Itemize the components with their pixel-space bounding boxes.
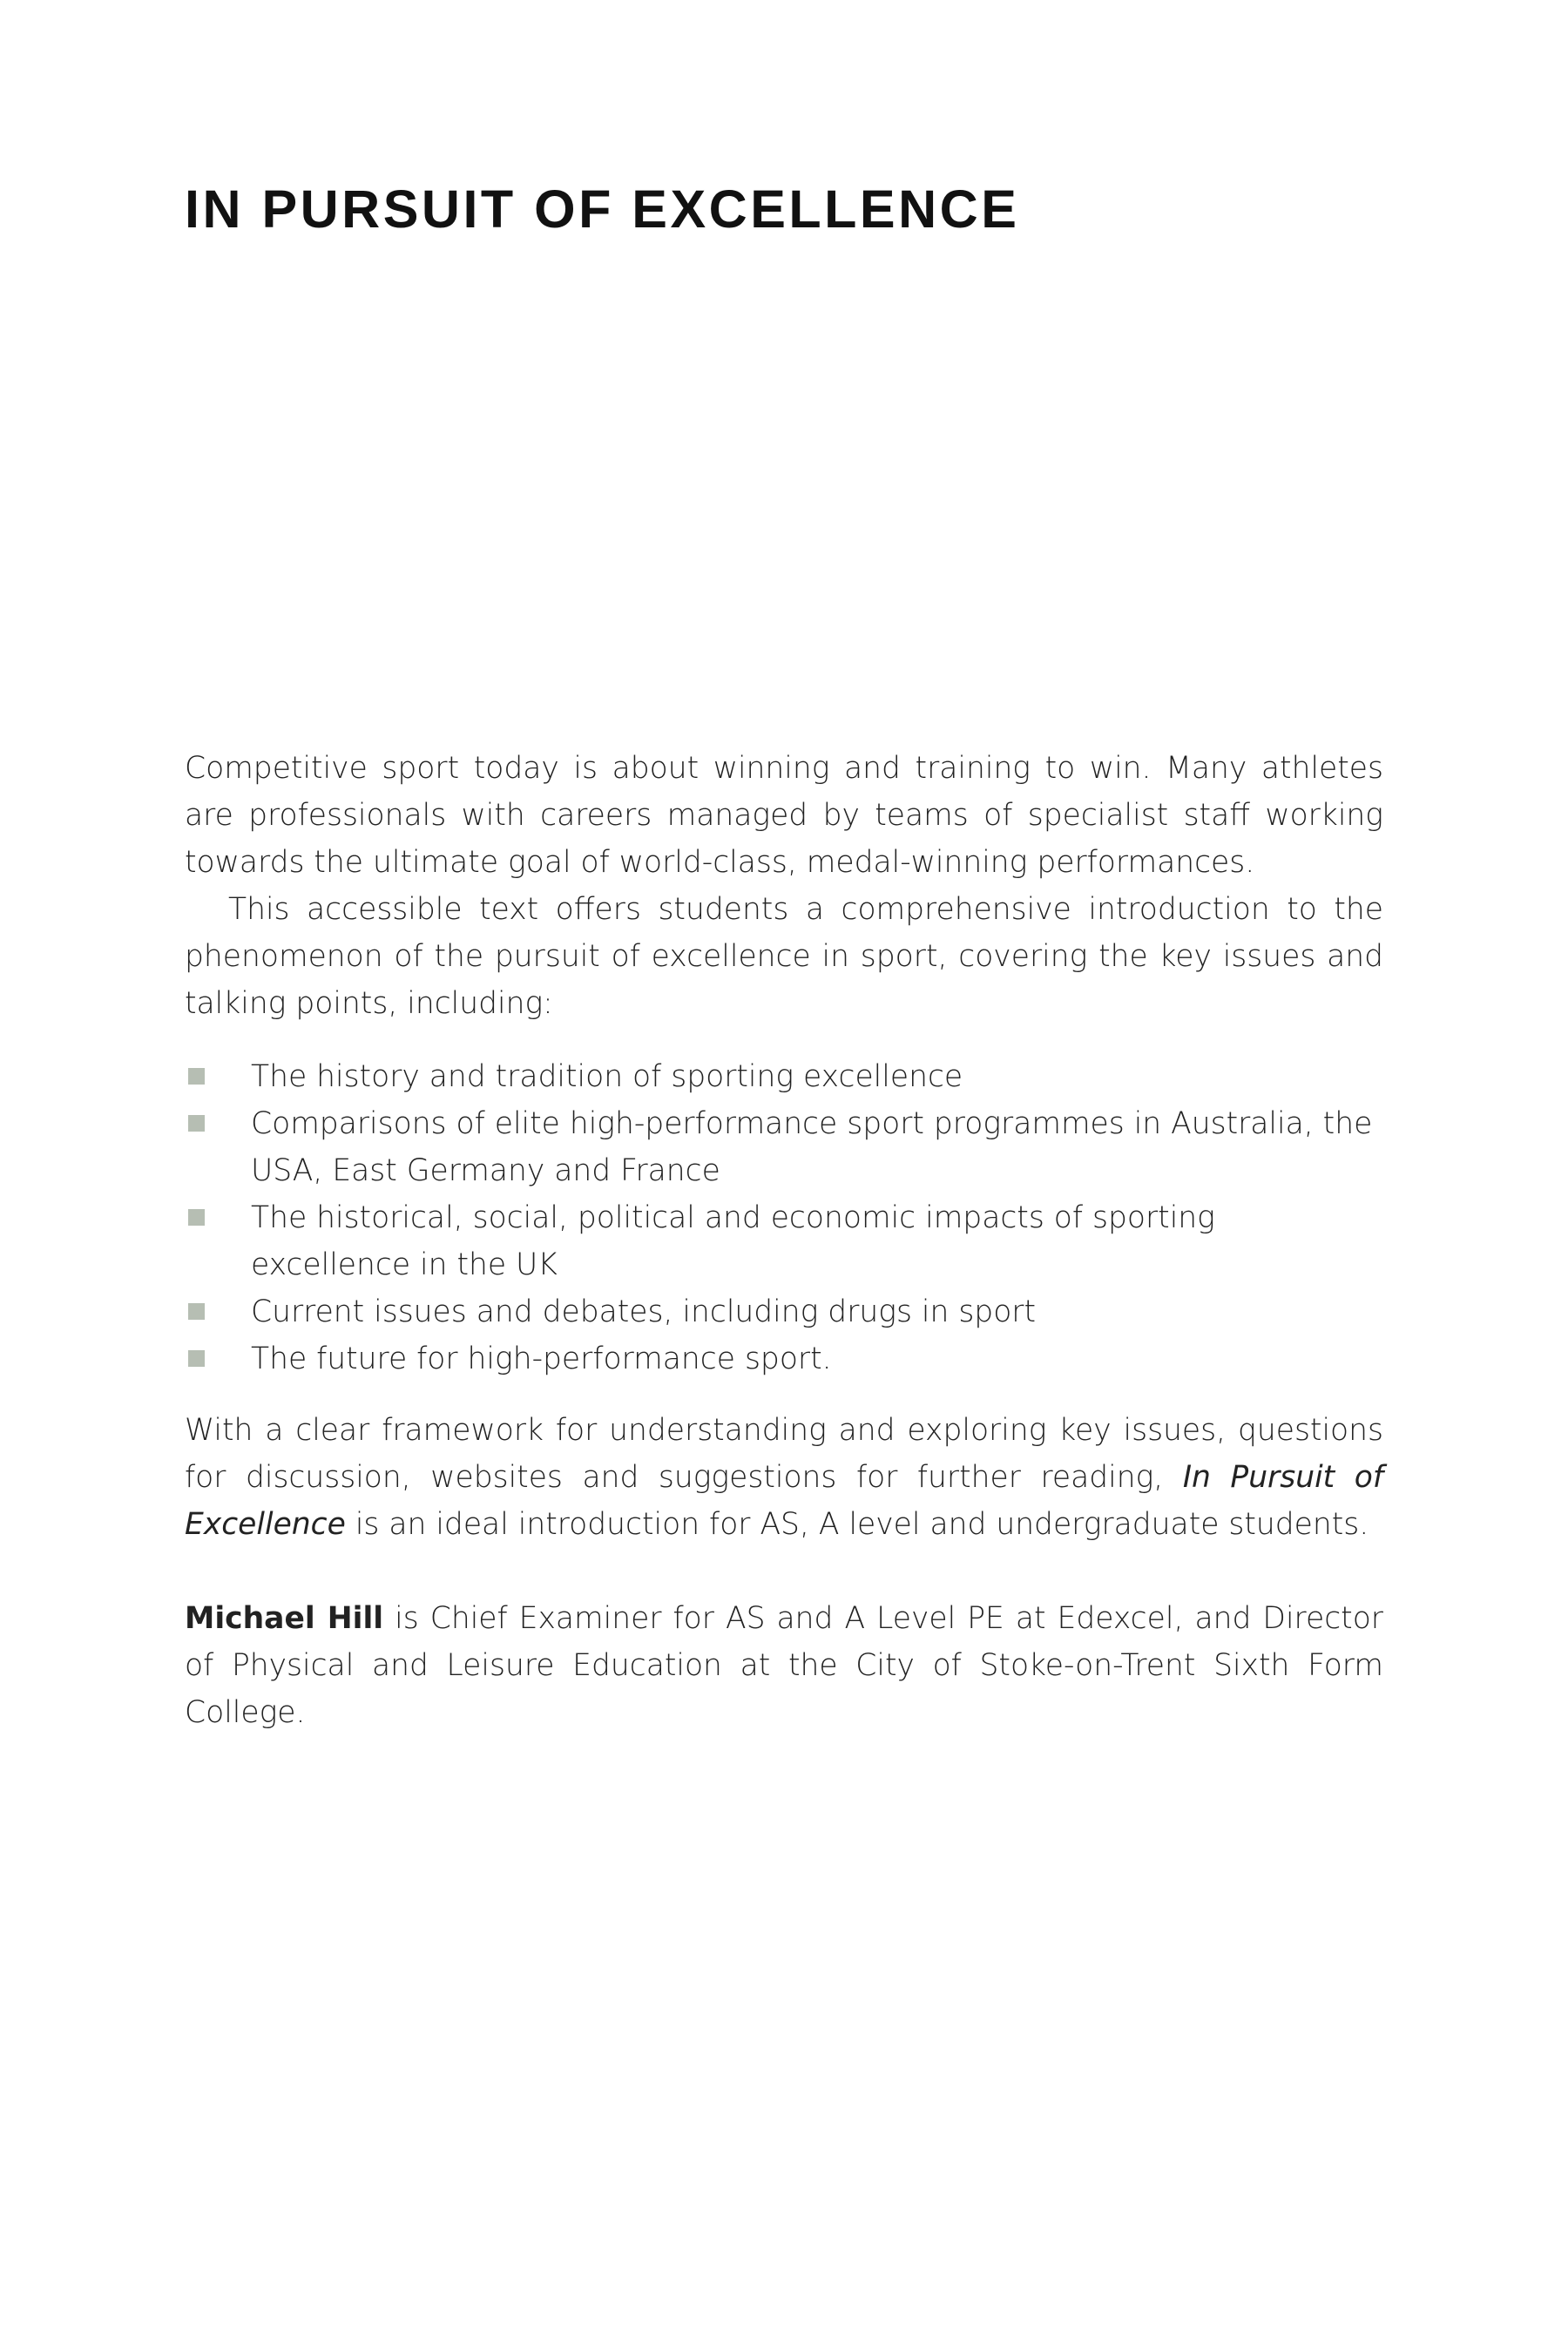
author-bio: [185, 1595, 1383, 1736]
square-bullet-icon: [188, 1350, 205, 1367]
blurb-text: [185, 745, 1383, 1736]
list-item-text: The history and tradition of sporting excellence: [251, 1059, 963, 1094]
intro-paragraph-2: This accessible text offers students a comprehensive introduction to the phenomenon of the pursuit of excellence in sport, covering the key issues and talking points, including:: [185, 892, 1383, 1021]
list-item-text: Comparisons of elite high-performance sport programmes in Australia, the USA, East Germany and France: [251, 1106, 1373, 1188]
square-bullet-icon: [188, 1115, 205, 1132]
author-name: Michael Hill: [185, 1601, 384, 1636]
closing-text-end: is an ideal introduction for AS, A level and undergraduate students.: [345, 1507, 1369, 1542]
list-item: [185, 1288, 1383, 1335]
intro-paragraph-1: Competitive sport today is about winning and training to win. Many athletes are professionals with careers managed by teams of specialist staff working towards the ultimate goal of world-class, medal-winning performances.: [185, 751, 1383, 880]
list-item: [185, 1053, 1383, 1100]
list-item-text: The historical, social, political and economic impacts of sporting excellence in the UK: [251, 1200, 1215, 1282]
closing-text-start: With a clear framework for understanding and exploring key issues, questions for discussion, websites and suggestions for further reading,: [185, 1413, 1383, 1495]
square-bullet-icon: [188, 1068, 205, 1085]
author-bio-text: is Chief Examiner for AS and A Level PE at Edexcel, and Director of Physical and Leisure Education at the City of Stoke-on-Trent Sixth Form College.: [185, 1601, 1383, 1730]
list-item: [185, 1100, 1383, 1194]
book-title-heading: IN PURSUIT OF EXCELLENCE: [185, 179, 1020, 239]
topics-list: [185, 1053, 1383, 1382]
square-bullet-icon: [188, 1303, 205, 1320]
closing-paragraph: [185, 1407, 1383, 1548]
list-item-text: Current issues and debates, including drugs in sport: [251, 1294, 1037, 1329]
square-bullet-icon: [188, 1209, 205, 1226]
list-item: [185, 1335, 1383, 1382]
list-item-text: The future for high-performance sport.: [251, 1342, 832, 1376]
book-title-inline: In Pursuit of Excellence: [185, 1460, 1383, 1542]
list-item: [185, 1194, 1383, 1288]
